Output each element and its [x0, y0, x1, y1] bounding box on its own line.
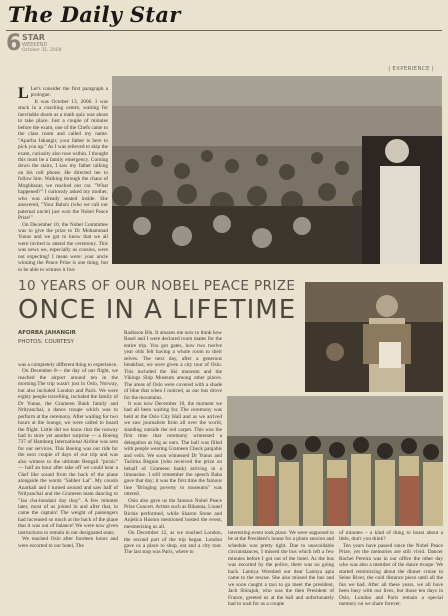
crowd-photo	[112, 76, 442, 264]
byline	[18, 330, 76, 345]
section-sub: WEEKEND	[22, 42, 48, 48]
article-paragraph: On December 8— the day of our flight, we reached the airport around ten in the morning.The trip wasn't just in Oslo, Norway, but also included London and Paris. We were eighty people travelling, included the family of Dr Yunus, the Grameen Bank family and Nrityanchal, a dance troupe which was to perform at the ceremony. After waiting for two hours at the lounge, we were called to board the flight. Little did we know that the runway had in store yet another surprise — a Boeing 737 of Hamburg International Airline was sent for our services. This Boeing was our ride for the next couple of days of our trip and was also witness to the ultimate Bengali "picnic" — half an hour after take off we could hear a Chef like sound from the back of the plane alongside the words "Sabher Lai". My cousin Anarkali and I turned around and saw half of Nrityanchal and the Grameen team dancing to "Jao cha-bondani day thay". A few minutes later, most of us joined in and after that, in came the captain! The weight of passengers had increased so much at the back of the plane that it was out of balance! We were now given instructions to remain in our designated seats.	[18, 368, 118, 536]
group-photo	[227, 396, 443, 526]
article-paragraph: On December 10, the Nobel Committee was to give the prize to Dr Mohammad Yunus and we got to know that we all were invited to attend the ceremony. This was news we, especially us cousins, were not expecting! I mean were: your uncle winning the Peace Prize is one thing, but to be able to witness it live	[18, 221, 108, 273]
award-photo	[305, 282, 443, 392]
author-name: AFORBA JAHANGIR	[18, 330, 76, 336]
article-paragraph: On December 12, as we reached London, the second part of the trip began. London gave us a place to shop, eat and a city tour. The last stop was Paris, where to	[124, 530, 222, 556]
article-column-2	[124, 330, 222, 612]
article-paragraph: Oslo also gave us the famous Nobel Peace Prize Concert. Artists such as Rihanna, Lionel Richie performed, while Sharon Stone and Anjelica Huston mentioned hosted the event, mesmerizing us all.	[124, 497, 222, 530]
issue-date: October 31, 2008	[22, 48, 62, 53]
article-column-1b	[18, 362, 118, 612]
article-paragraph: interesting event took place. We were supposed to be at the President's house for a photo session and schedule was pretty tight. Due to unavoidable circumstances, I missed the bus which left a few minutes before I got out of the hotel. As the bus was escorted by the police, there was no going back. Lamiya Wrenhed our dear Lamiya apia came to the rescue. She also missed the bus and we soon caught a taxi to go meet the president, Jach Shirajuh, who was the then President of France, greeted us at the hall and unfortunately had to wait for us a couple	[228, 530, 334, 607]
section-name: STAR	[22, 33, 45, 42]
article-paragraph: Radisson Blu. It amazes me now to think how Rasel and I were declared room mates for the entire trip. You got gates, how two twelve year olds felt having a whole room to their selves. The next day, after a generous breakfast, we were given a city tour of Oslo. This included the Ski museum and the Vikings Ship Museum among other places. The areas of Oslo were covered with a shade of blue that when I noticed, as our bus drove for the mountains.	[124, 330, 222, 401]
prologue-paragraph: L Let's consider the first paragraph a prologue.	[18, 86, 108, 102]
article-column-1	[18, 86, 108, 276]
masthead	[6, 2, 442, 30]
article-paragraph: was a completely different thing to experience.	[18, 362, 118, 368]
newspaper-logo: The Daily Star	[8, 2, 181, 27]
article-column-3	[228, 530, 334, 612]
headline-title: ONCE IN A LIFETIME	[18, 295, 297, 325]
headline-kicker: 10 YEARS OF OUR NOBEL PEACE PRIZE	[18, 278, 296, 294]
drop-cap: L	[18, 86, 29, 102]
article-paragraph: Ten years have passed since the Nobel Peace Prize, yet the memories are still vivid. Dancer Rachel Pereira was in our office the other day who was also a member of the dance troupe. We started reminiscing about the dinner cruise in Seine River, the cold distance piece until all the fun we had. After all these years, we all have been busy with our lives, but those ten days in Oslo, London and Paris remain a special memory on we share forever.	[339, 542, 443, 607]
article-paragraph: We reached Oslo after fourteen hours and were escorted to our hotel, The	[18, 536, 118, 549]
photo-credit: PHOTOS: COURTESY	[18, 339, 74, 345]
masthead-rule	[6, 30, 442, 31]
article-paragraph: It was October 13, 2006. I was stuck in a coaching centre, waiting for inevitable doom as a math quiz was about to take place. Just a couple of minutes before the exam, one of the Chefs came to the class room and called my name. "Apurba Jahangir, your father is here to pick you up." As I was relieved to skip the exam, curiosity also rose within. I thought this must be a family emergency. Coming down the stairs, I saw my father talking on his cell phone. He directed me to follow him. Walking through the chaos of Moghbazar, we reached our car. "What happened?" I curiously asked my mother, who was already seated inside. She answered, "Your Baba's (who we call our paternal uncle) just won the Nobel Peace Prize!"	[18, 98, 108, 222]
experience-tag: | EXPERIENCE |	[388, 66, 434, 72]
article-paragraph: It was now December 10, the moment we had all been waiting for. The ceremony was held at the Oslo City Hall and as we arrived we saw journalists from all over the world, standing outside the red carpet. This was the first time that ceremony witnessed a delegation as big as ours. The hall was filled with people wearing Grameen Check panjabis and veils. We soon witnessed Dr Yunus and Taslima Begum (who received the prize on behalf of Grameen bank) arriving in a limousine. I still remember the speech Baba gave that day; it was the first time the famous line "Bringing poverty to museums" was uttered.	[124, 400, 222, 498]
article-paragraph: of minutes – a kind of thing to boast about a little, don't you think?	[339, 530, 443, 543]
article-column-4	[339, 530, 443, 612]
page-number: 6	[6, 31, 22, 56]
section-header	[22, 34, 61, 54]
